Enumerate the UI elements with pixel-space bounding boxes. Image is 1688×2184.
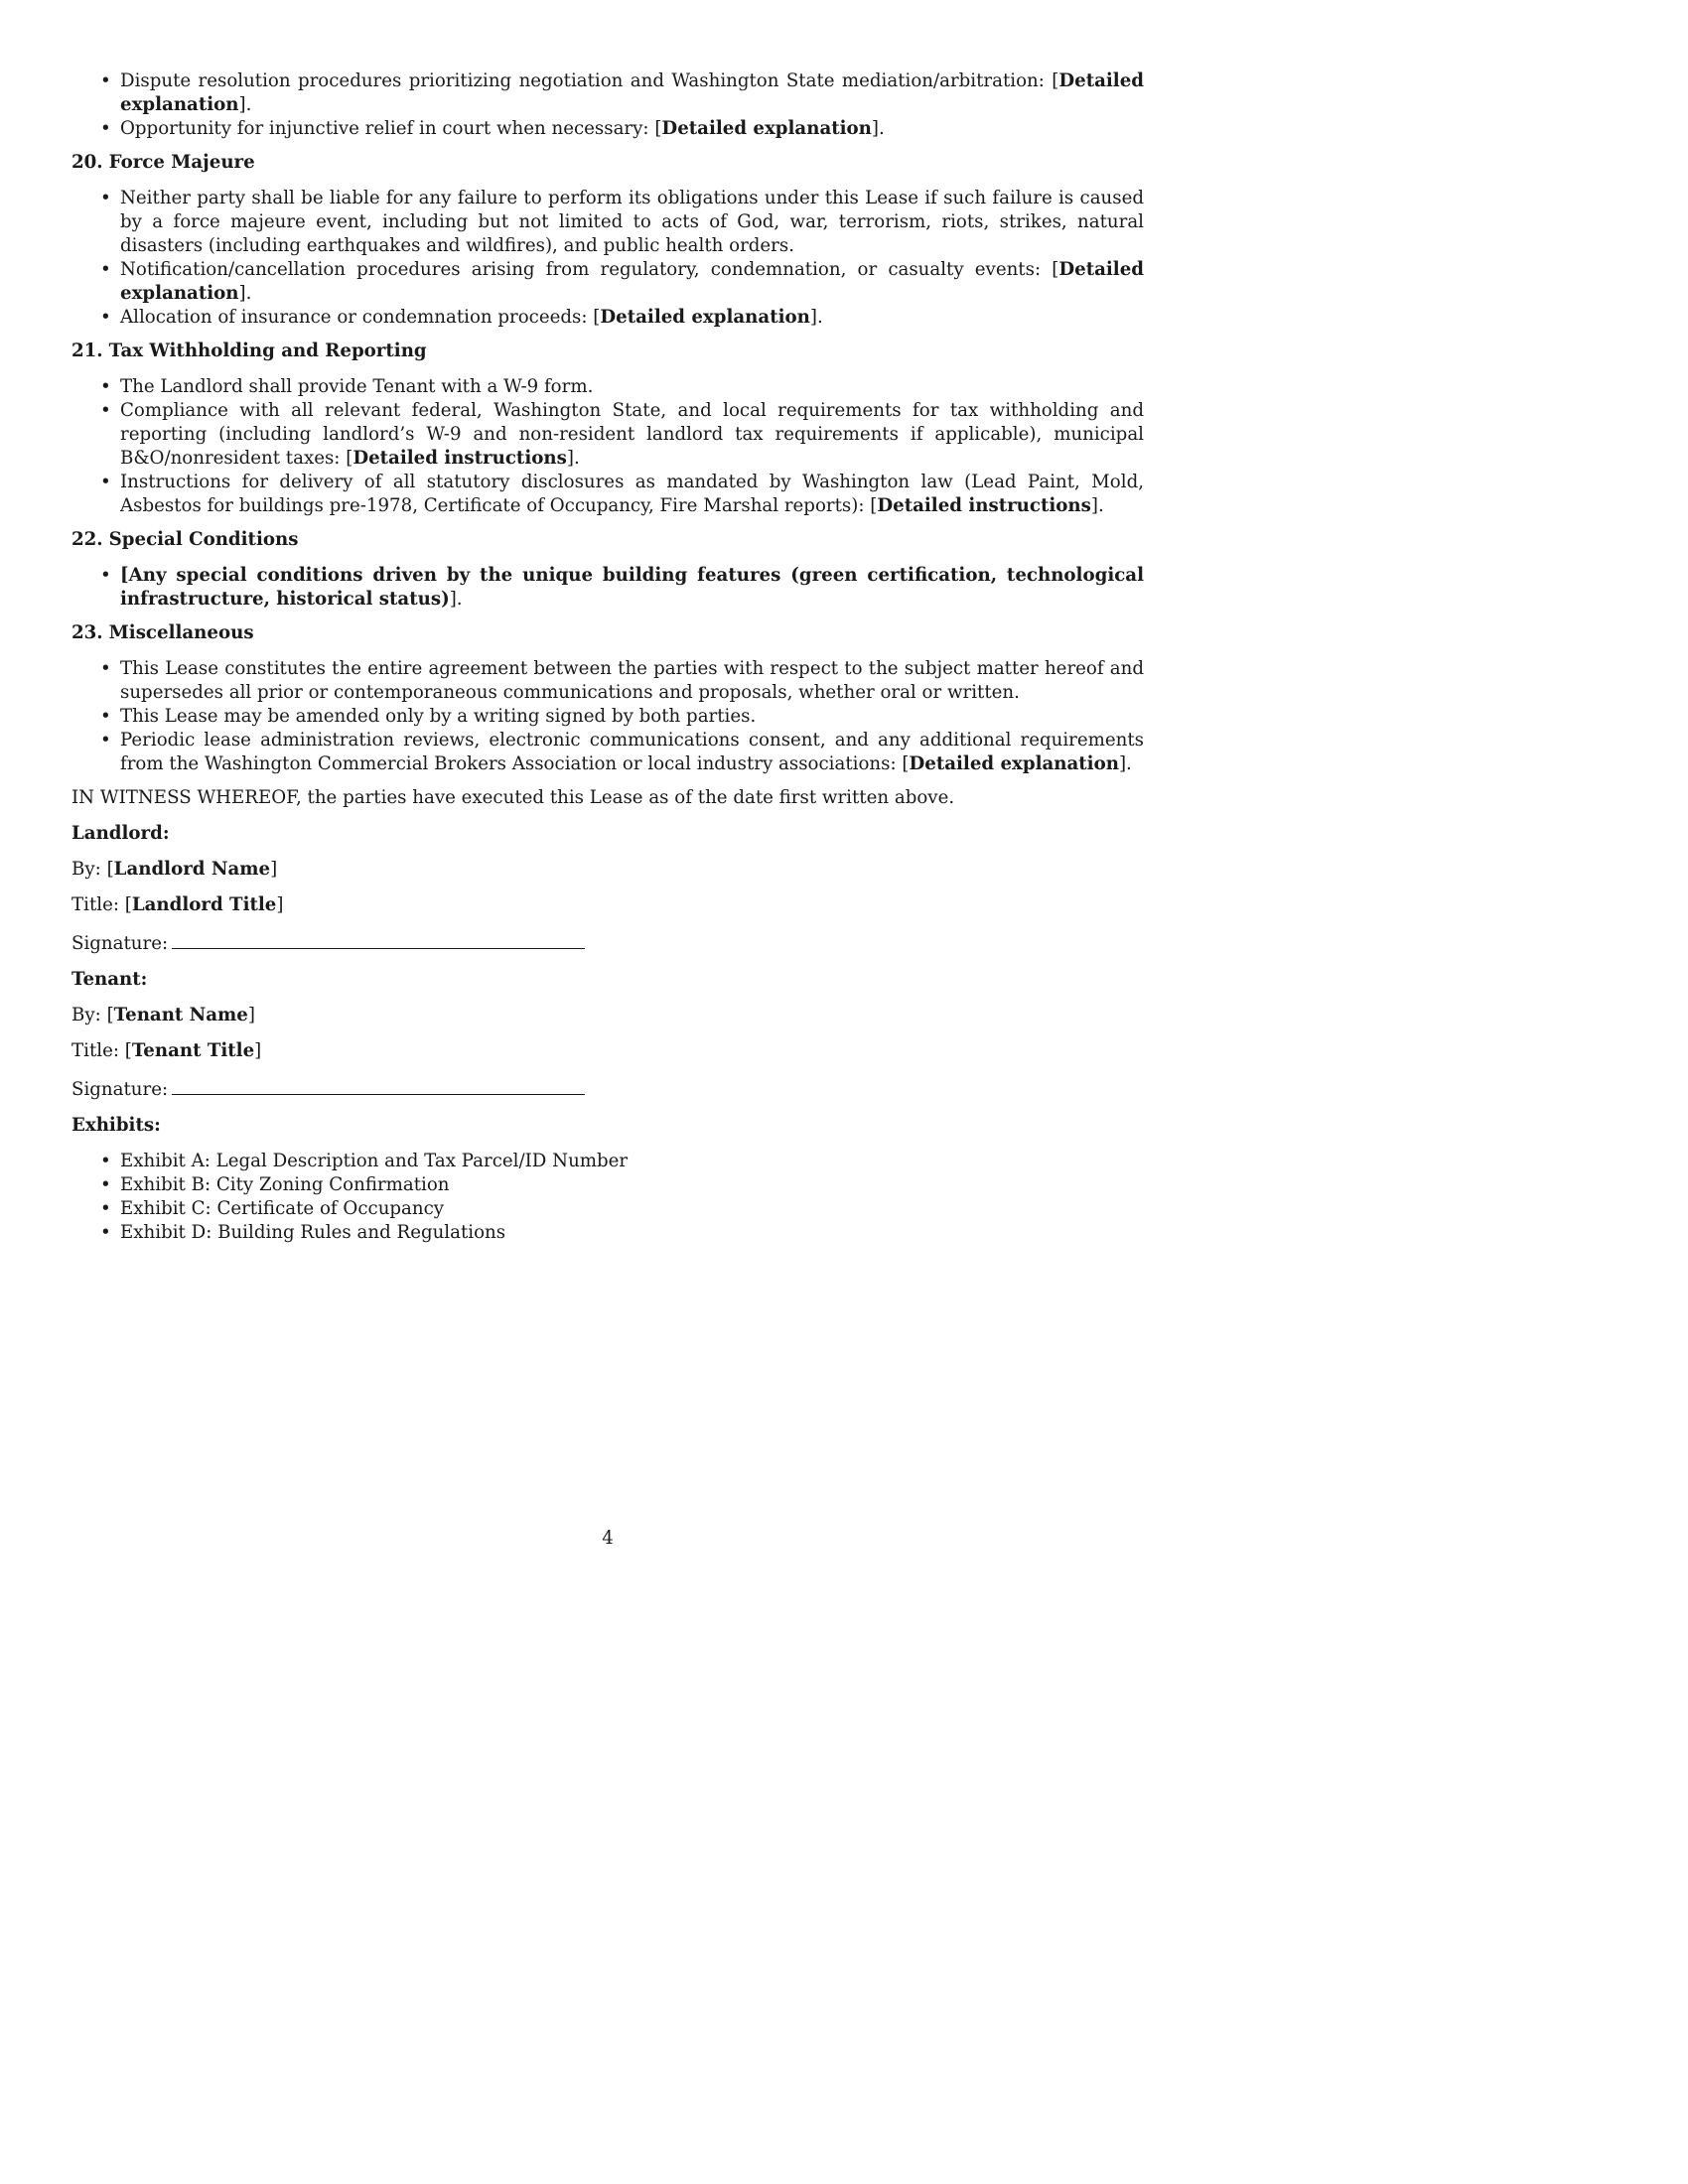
section-heading-special-conditions: 22. Special Conditions — [71, 529, 299, 550]
list-item: • Dispute resolution procedures prioritizing negotiation and Washington State mediation/arbitration: [Detailed explanation]. — [71, 69, 1144, 117]
placeholder-text: Detailed instructions — [352, 448, 567, 469]
list-item: • [Any special conditions driven by the unique building features (green certification, technological infrastructure, historical status)]. — [71, 564, 1144, 612]
exhibit-item: • Exhibit B: City Zoning Confirmation — [71, 1173, 1144, 1197]
tenant-signature-line: Signature: — [71, 1075, 1144, 1102]
list-item: • Compliance with all relevant federal, Washington State, and local requirements for tax withholding and reporting (including landlord’s W-9 and non-resident landlord tax requirements if applicable), municipal B&O/nonresident taxes: [Detailed instructions]. — [71, 399, 1144, 471]
landlord-heading: Landlord: — [71, 823, 170, 844]
landlord-signature-line: Signature: — [71, 929, 1144, 956]
continued-list — [71, 69, 1144, 141]
landlord-title-line: Title: [Landlord Title] — [71, 894, 284, 915]
placeholder-text: Detailed explanation — [120, 70, 1144, 115]
placeholder-text: Detailed explanation — [600, 307, 810, 328]
placeholder-text: Detailed instructions — [877, 495, 1091, 516]
exhibit-item: • Exhibit D: Building Rules and Regulations — [71, 1221, 1144, 1245]
list-item: • Instructions for delivery of all statutory disclosures as mandated by Washington law (Lead Paint, Mold, Asbestos for buildings pre-1978, Certificate of Occupancy, Fire Marshal reports): [Detailed instructions]. — [71, 471, 1144, 518]
exhibit-item: • Exhibit A: Legal Description and Tax Parcel/ID Number — [71, 1150, 1144, 1173]
list-item: • Periodic lease administration reviews, electronic communications consent, and any additional requirements from the Washington Commercial Brokers Association or local industry associations: [Detailed explanation]. — [71, 729, 1144, 776]
tenant-name: Tenant Name — [113, 1005, 248, 1025]
landlord-title: Landlord Title — [131, 894, 277, 915]
landlord-by-line: By: [Landlord Name] — [71, 859, 278, 880]
exhibit-item: • Exhibit C: Certificate of Occupancy — [71, 1197, 1144, 1221]
page-number: 4 — [602, 1528, 614, 1549]
landlord-signature-field[interactable] — [172, 929, 585, 949]
tenant-title: Tenant Title — [131, 1040, 255, 1061]
placeholder-text: Any special conditions driven by the unique building features (green certification, technological infrastructure, historical status) — [120, 565, 1144, 610]
list-item: • This Lease may be amended only by a writing signed by both parties. — [71, 705, 1144, 729]
list-item: • Opportunity for injunctive relief in court when necessary: [Detailed explanation]. — [71, 117, 1144, 141]
list-item: • Allocation of insurance or condemnation proceeds: [Detailed explanation]. — [71, 306, 1144, 330]
tenant-title-line: Title: [Tenant Title] — [71, 1040, 262, 1061]
placeholder-text: Detailed explanation — [661, 118, 872, 139]
tenant-by-line: By: [Tenant Name] — [71, 1005, 255, 1025]
list-item: • Notification/cancellation procedures arising from regulatory, condemnation, or casualty events: [Detailed explanation]. — [71, 258, 1144, 306]
section-heading-miscellaneous: 23. Miscellaneous — [71, 622, 254, 643]
tax-withholding-list — [71, 375, 1144, 518]
section-heading-tax-withholding: 21. Tax Withholding and Reporting — [71, 341, 427, 361]
tenant-heading: Tenant: — [71, 969, 148, 990]
special-conditions-list — [71, 564, 1144, 612]
section-heading-force-majeure: 20. Force Majeure — [71, 152, 255, 173]
exhibits-list — [71, 1150, 1144, 1245]
placeholder-text: Detailed explanation — [909, 753, 1119, 774]
miscellaneous-list — [71, 657, 1144, 776]
list-item: • This Lease constitutes the entire agreement between the parties with respect to the subject matter hereof and supersedes all prior or contemporaneous communications and proposals, whether oral or written. — [71, 657, 1144, 705]
witness-statement: IN WITNESS WHEREOF, the parties have executed this Lease as of the date first written above. — [71, 787, 955, 808]
landlord-name: Landlord Name — [113, 859, 271, 880]
list-item: • Neither party shall be liable for any failure to perform its obligations under this Lease if such failure is caused by a force majeure event, including but not limited to acts of God, war, terrorism, riots, strikes, natural disasters (including earthquakes and wildfires), and public health orders. — [71, 187, 1144, 258]
exhibits-heading: Exhibits: — [71, 1115, 161, 1136]
tenant-signature-field[interactable] — [172, 1075, 585, 1095]
force-majeure-list — [71, 187, 1144, 330]
document-page — [71, 69, 1144, 1255]
placeholder-text: Detailed explanation — [120, 259, 1144, 304]
list-item: • The Landlord shall provide Tenant with a W-9 form. — [71, 375, 1144, 399]
